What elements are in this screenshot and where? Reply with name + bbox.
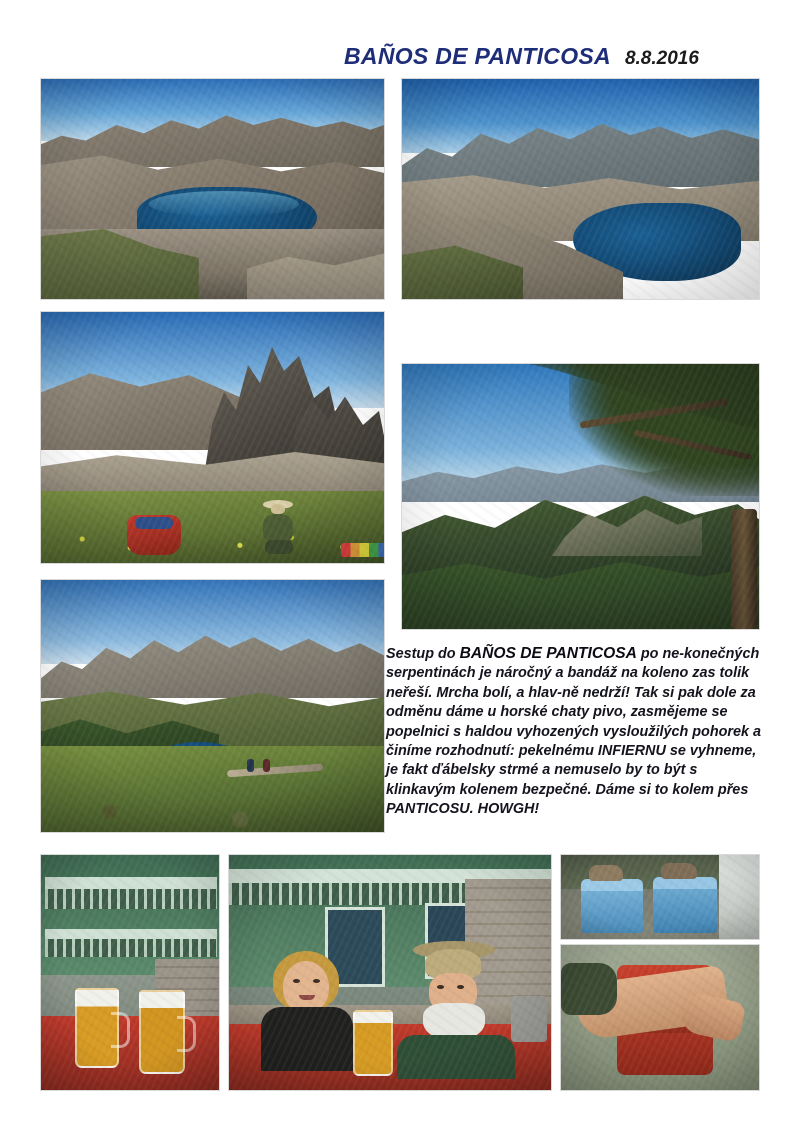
photo-lake-basin-wide <box>40 78 385 300</box>
caption-lead-strong: BAÑOS DE PANTICOSA <box>459 645 637 662</box>
photo-valley-lake-meadow <box>40 579 385 833</box>
hiker-figure <box>255 500 303 558</box>
photo-rocky-peak-hiker <box>40 311 385 564</box>
page-title <box>338 40 768 74</box>
beer-mug <box>353 1010 393 1076</box>
sleeping-mat <box>341 543 385 557</box>
caption-paragraph <box>386 644 768 820</box>
discarded-boot <box>589 865 623 881</box>
photo-valley-through-tree <box>401 363 760 630</box>
person-woman <box>255 951 359 1071</box>
photo-boot-bins <box>560 854 760 940</box>
caption-block <box>386 644 768 820</box>
photo-couple-at-table <box>228 854 552 1091</box>
title-band <box>338 42 705 72</box>
photo-resting-leg <box>560 944 760 1091</box>
title-main-text: BAÑOS DE PANTICOSA <box>344 43 611 69</box>
caption-body: po ne-konečných serpentinách je náročný a bandáž na koleno zas tolik neřeší. Mrcha bolí, a hlav-ně nedrží! Tak si pak dole za odměnu dáme u horské chaty pivo, zasmějeme se popelnici s haldou vyhozených vysloužilých pohorek a činíme rozhodnutí: pekelnému INFIERNU se vyhneme, je fakt ďábelsky strmé a nemuselo by to být s klinkavým kolenem bezpečné. Dáme si to kolem přes PANTICOSU. HOWGH! <box>386 646 762 818</box>
discarded-boot <box>661 863 697 879</box>
caption-lead-before: Sestup do <box>386 646 460 662</box>
person-man <box>393 941 519 1073</box>
photo-chalet-beers <box>40 854 220 1091</box>
title-date-text: 8.8.2016 <box>624 48 699 69</box>
photo-ridge-panorama <box>401 78 760 300</box>
